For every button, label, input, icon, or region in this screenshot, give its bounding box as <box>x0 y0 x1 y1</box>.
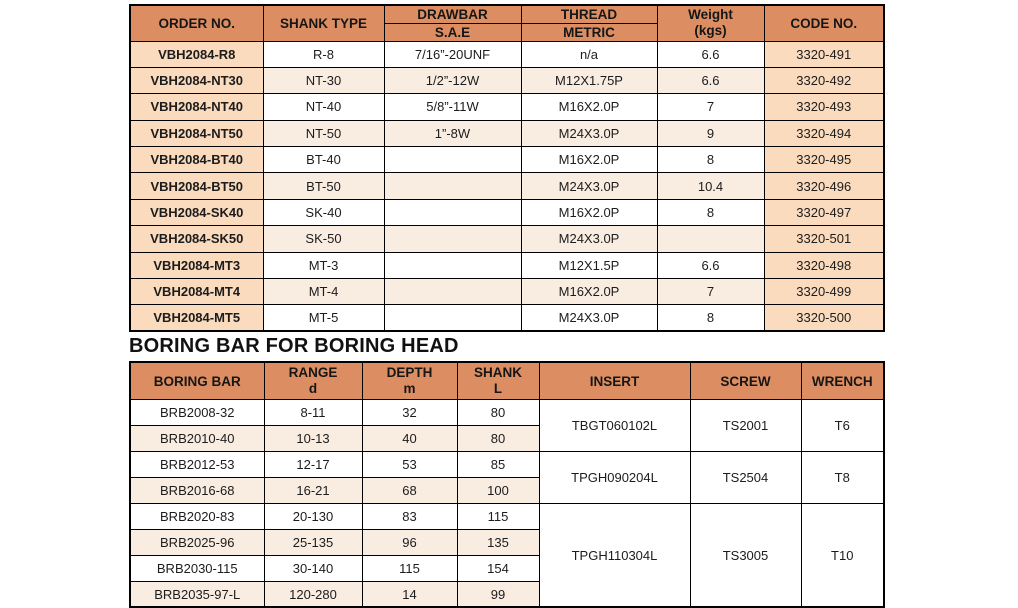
depth-cell: 32 <box>362 399 457 425</box>
insert-cell: TPGH090204L <box>539 451 690 503</box>
order-no-cell: VBH2084-R8 <box>130 41 263 67</box>
shank-cell: 154 <box>457 555 539 581</box>
order-no-cell: VBH2084-MT3 <box>130 252 263 278</box>
sae-cell <box>384 305 521 331</box>
boring-bar-cell: BRB2020-83 <box>130 503 264 529</box>
boring-bar-cell: BRB2035-97-L <box>130 581 264 607</box>
table-row <box>130 199 884 225</box>
weight-cell: 8 <box>657 147 764 173</box>
header-range-sub: d <box>308 381 318 397</box>
depth-cell: 53 <box>362 451 457 477</box>
metric-cell: M24X3.0P <box>521 173 657 199</box>
table-row <box>130 305 884 331</box>
header-wrench: WRENCH <box>801 362 884 399</box>
code-no-cell: 3320-495 <box>764 147 884 173</box>
metric-cell: M16X2.0P <box>521 94 657 120</box>
sae-cell: 1”-8W <box>384 120 521 146</box>
code-no-cell: 3320-493 <box>764 94 884 120</box>
header-range-line1: RANGE <box>288 365 338 381</box>
metric-cell: M24X3.0P <box>521 305 657 331</box>
table-row <box>130 94 884 120</box>
header-shank-type: SHANK TYPE <box>263 5 384 41</box>
header-thread: THREAD <box>521 5 657 23</box>
header-weight <box>657 5 764 41</box>
range-cell: 12-17 <box>264 451 362 477</box>
depth-cell: 83 <box>362 503 457 529</box>
wrench-cell: T6 <box>801 399 884 451</box>
metric-cell: M24X3.0P <box>521 120 657 146</box>
sae-cell: 7/16”-20UNF <box>384 41 521 67</box>
boring-bar-cell: BRB2025-96 <box>130 529 264 555</box>
order-no-cell: VBH2084-BT40 <box>130 147 263 173</box>
weight-cell: 6.6 <box>657 67 764 93</box>
sae-cell <box>384 173 521 199</box>
header-metric: METRIC <box>521 23 657 41</box>
header-shank-line1: SHANK <box>473 365 522 381</box>
weight-cell: 6.6 <box>657 41 764 67</box>
range-cell: 30-140 <box>264 555 362 581</box>
sae-cell <box>384 199 521 225</box>
table-row <box>130 67 884 93</box>
header-shank <box>457 362 539 399</box>
header-depth <box>362 362 457 399</box>
code-no-cell: 3320-500 <box>764 305 884 331</box>
insert-cell: TPGH110304L <box>539 503 690 607</box>
shank-type-cell: MT-3 <box>263 252 384 278</box>
screw-cell: TS2001 <box>690 399 801 451</box>
header-weight-line2: (kgs) <box>694 23 727 39</box>
shank-cell: 115 <box>457 503 539 529</box>
depth-cell: 96 <box>362 529 457 555</box>
shank-cell: 100 <box>457 477 539 503</box>
range-cell: 25-135 <box>264 529 362 555</box>
shank-type-cell: SK-40 <box>263 199 384 225</box>
header-range <box>264 362 362 399</box>
metric-cell: M12X1.5P <box>521 252 657 278</box>
order-no-cell: VBH2084-NT50 <box>130 120 263 146</box>
table-row <box>130 226 884 252</box>
screw-cell: TS2504 <box>690 451 801 503</box>
code-no-cell: 3320-496 <box>764 173 884 199</box>
depth-cell: 68 <box>362 477 457 503</box>
code-no-cell: 3320-497 <box>764 199 884 225</box>
table-row <box>130 503 884 529</box>
screw-cell: TS3005 <box>690 503 801 607</box>
range-cell: 10-13 <box>264 425 362 451</box>
header-boring-bar: BORING BAR <box>130 362 264 399</box>
order-no-cell: VBH2084-MT5 <box>130 305 263 331</box>
table-row <box>130 120 884 146</box>
shank-cell: 99 <box>457 581 539 607</box>
metric-cell: M12X1.75P <box>521 67 657 93</box>
order-no-cell: VBH2084-BT50 <box>130 173 263 199</box>
header-depth-sub: m <box>403 381 416 397</box>
order-no-cell: VBH2084-NT30 <box>130 67 263 93</box>
table-row <box>130 173 884 199</box>
header-depth-line1: DEPTH <box>386 365 433 381</box>
shank-type-cell: BT-40 <box>263 147 384 173</box>
order-no-cell: VBH2084-SK50 <box>130 226 263 252</box>
sae-cell <box>384 252 521 278</box>
metric-cell: M16X2.0P <box>521 199 657 225</box>
sae-cell <box>384 147 521 173</box>
code-no-cell: 3320-492 <box>764 67 884 93</box>
header-insert: INSERT <box>539 362 690 399</box>
insert-cell: TBGT060102L <box>539 399 690 451</box>
weight-cell: 6.6 <box>657 252 764 278</box>
sae-cell: 5/8”-11W <box>384 94 521 120</box>
weight-cell: 7 <box>657 94 764 120</box>
code-no-cell: 3320-491 <box>764 41 884 67</box>
header-weight-line1: Weight <box>688 7 733 23</box>
metric-cell: n/a <box>521 41 657 67</box>
shank-type-cell: MT-5 <box>263 305 384 331</box>
metric-cell: M24X3.0P <box>521 226 657 252</box>
wrench-cell: T10 <box>801 503 884 607</box>
sae-cell: 1/2”-12W <box>384 67 521 93</box>
shank-cell: 80 <box>457 425 539 451</box>
shank-type-cell: R-8 <box>263 41 384 67</box>
header-sae: S.A.E <box>384 23 521 41</box>
shank-type-cell: NT-50 <box>263 120 384 146</box>
weight-cell: 10.4 <box>657 173 764 199</box>
table-row <box>130 41 884 67</box>
shank-type-cell: NT-30 <box>263 67 384 93</box>
depth-cell: 40 <box>362 425 457 451</box>
metric-cell: M16X2.0P <box>521 279 657 305</box>
table-row <box>130 147 884 173</box>
depth-cell: 115 <box>362 555 457 581</box>
code-no-cell: 3320-499 <box>764 279 884 305</box>
header-drawbar: DRAWBAR <box>384 5 521 23</box>
weight-cell <box>657 226 764 252</box>
boring-bar-cell: BRB2008-32 <box>130 399 264 425</box>
boring-bar-cell: BRB2030-115 <box>130 555 264 581</box>
boring-head-table-header <box>130 5 884 41</box>
boring-bar-cell: BRB2010-40 <box>130 425 264 451</box>
code-no-cell: 3320-501 <box>764 226 884 252</box>
range-cell: 120-280 <box>264 581 362 607</box>
metric-cell: M16X2.0P <box>521 147 657 173</box>
header-code-no: CODE NO. <box>764 5 884 41</box>
sae-cell <box>384 279 521 305</box>
shank-cell: 80 <box>457 399 539 425</box>
header-order-no: ORDER NO. <box>130 5 263 41</box>
weight-cell: 9 <box>657 120 764 146</box>
boring-bar-table <box>129 361 885 608</box>
page-content <box>129 4 883 608</box>
order-no-cell: VBH2084-NT40 <box>130 94 263 120</box>
boring-bar-table-header <box>130 362 884 399</box>
range-cell: 8-11 <box>264 399 362 425</box>
boring-bar-cell: BRB2016-68 <box>130 477 264 503</box>
table-row <box>130 451 884 477</box>
boring-head-table <box>129 4 885 332</box>
section-title: BORING BAR FOR BORING HEAD <box>129 335 459 358</box>
shank-cell: 135 <box>457 529 539 555</box>
shank-type-cell: NT-40 <box>263 94 384 120</box>
sae-cell <box>384 226 521 252</box>
shank-type-cell: SK-50 <box>263 226 384 252</box>
table-row <box>130 399 884 425</box>
header-shank-sub: L <box>493 381 503 397</box>
order-no-cell: VBH2084-SK40 <box>130 199 263 225</box>
code-no-cell: 3320-498 <box>764 252 884 278</box>
weight-cell: 7 <box>657 279 764 305</box>
range-cell: 20-130 <box>264 503 362 529</box>
table-row <box>130 252 884 278</box>
header-screw: SCREW <box>690 362 801 399</box>
wrench-cell: T8 <box>801 451 884 503</box>
depth-cell: 14 <box>362 581 457 607</box>
shank-type-cell: BT-50 <box>263 173 384 199</box>
weight-cell: 8 <box>657 305 764 331</box>
code-no-cell: 3320-494 <box>764 120 884 146</box>
order-no-cell: VBH2084-MT4 <box>130 279 263 305</box>
table-row <box>130 279 884 305</box>
shank-type-cell: MT-4 <box>263 279 384 305</box>
boring-bar-cell: BRB2012-53 <box>130 451 264 477</box>
range-cell: 16-21 <box>264 477 362 503</box>
shank-cell: 85 <box>457 451 539 477</box>
weight-cell: 8 <box>657 199 764 225</box>
